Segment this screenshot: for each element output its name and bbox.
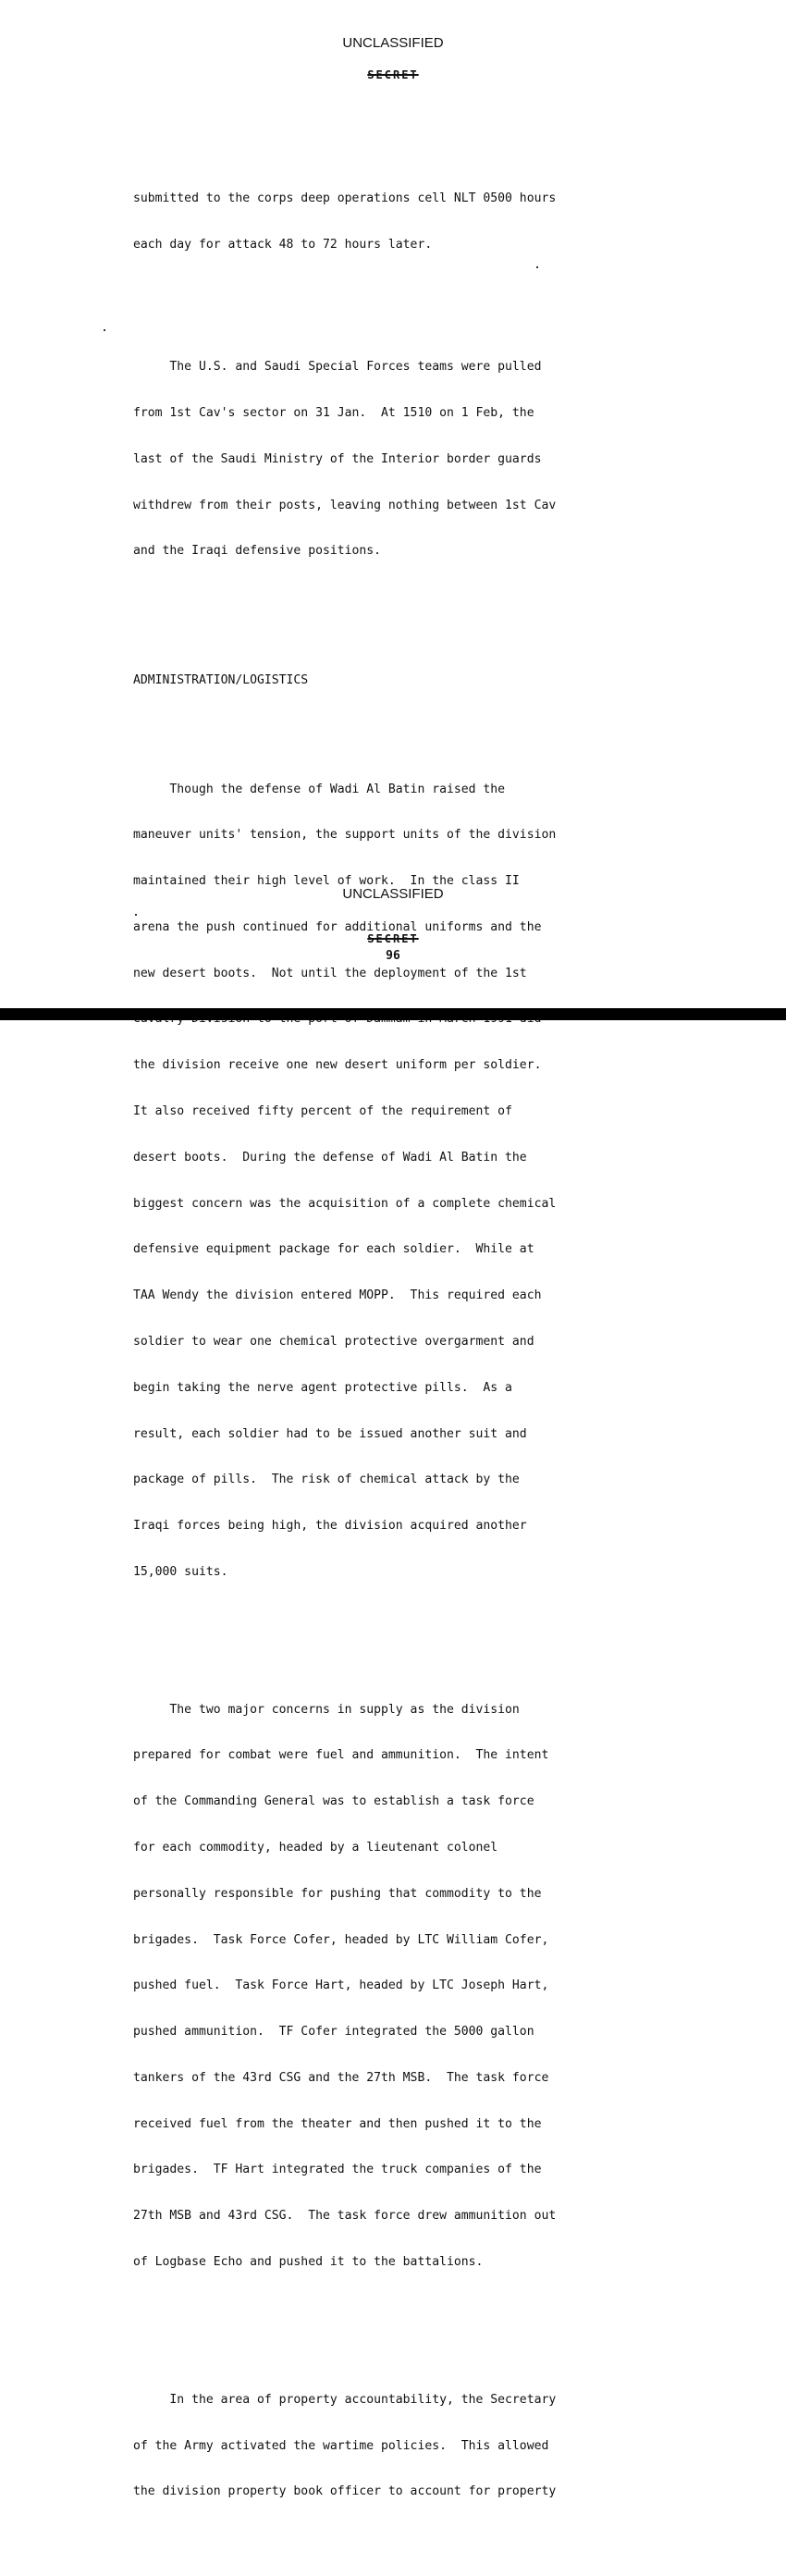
text-line: of the Army activated the wartime policies. This allowed (133, 2438, 549, 2453)
text-line: new desert boots. Not until the deployment of the 1st (133, 966, 527, 980)
footer-classification: UNCLASSIFIED (342, 886, 444, 902)
text-line: Though the defense of Wadi Al Batin raised the (133, 782, 506, 796)
scan-bottom-edge (0, 1008, 786, 1020)
text-line: for each commodity, headed by a lieutenant colonel (133, 1840, 498, 1855)
text-line: The U.S. and Saudi Special Forces teams were pulled (133, 360, 542, 375)
text-line: pushed fuel. Task Force Hart, headed by LTC Joseph Hart, (133, 1978, 549, 1993)
page-number: 96 (386, 949, 400, 963)
text-line: 15,000 suits. (133, 1564, 228, 1579)
text-line: pushed ammunition. TF Cofer integrated the 5000 gallon (133, 2025, 534, 2040)
text-line: submitted to the corps deep operations cell NLT 0500 hours (133, 191, 557, 206)
text-line: the division receive one new desert uniform per soldier. (133, 1058, 542, 1073)
text-line: last of the Saudi Ministry of the Interior border guards (133, 451, 542, 466)
header-classification: UNCLASSIFIED (342, 35, 444, 51)
header-struck-text: SECRET (367, 68, 419, 81)
text-line: package of pills. The risk of chemical attack by the (133, 1473, 520, 1487)
text-line: arena the push continued for additional uniforms and the (133, 919, 542, 934)
text-line: withdrew from their posts, leaving nothing between 1st Cav (133, 498, 557, 512)
section-heading: ADMINISTRATION/LOGISTICS (133, 673, 309, 687)
text-line: Iraqi forces being high, the division acquired another (133, 1519, 527, 1534)
text-line: received fuel from the theater and then pushed it to the (133, 2116, 542, 2131)
scan-speck (104, 329, 105, 331)
text-line: from 1st Cav's sector on 31 Jan. At 1510 on 1 Feb, the (133, 406, 534, 421)
paragraph-2 (133, 329, 688, 590)
text-line: brigades. TF Hart integrated the truck companies of the (133, 2163, 542, 2177)
text-line: 27th MSB and 43rd CSG. The task force drew ammunition out (133, 2209, 557, 2224)
text-line: The two major concerns in supply as the division (133, 1702, 520, 1717)
paragraph-1 (133, 161, 688, 284)
text-line: desert boots. During the defense of Wadi Al Batin the (133, 1150, 527, 1165)
text-line: of the Commanding General was to establish a task force (133, 1794, 534, 1809)
paragraph-4 (133, 1671, 688, 2300)
text-line: of Logbase Echo and pushed it to the battalions. (133, 2254, 484, 2269)
text-line: the division property book officer to account for property (133, 2484, 557, 2499)
footer-struck-marking (0, 932, 786, 945)
header-struck-marking (0, 68, 786, 81)
text-line: soldier to wear one chemical protective overgarment and (133, 1334, 534, 1349)
text-line: prepared for combat were fuel and ammunition. The intent (133, 1748, 549, 1763)
text-line: tankers of the 43rd CSG and the 27th MSB. The task force (133, 2070, 549, 2085)
text-line: defensive equipment package for each soldier. While at (133, 1242, 534, 1257)
scan-speck (135, 914, 137, 916)
text-line: begin taking the nerve agent protective pills. As a (133, 1380, 512, 1395)
paragraph-3 (133, 751, 688, 1610)
text-line: brigades. Task Force Cofer, headed by LTC William Cofer, (133, 1932, 549, 1947)
text-line: maintained their high level of work. In the class II (133, 874, 520, 889)
footer-struck-text: SECRET (367, 932, 419, 945)
scan-speck (536, 266, 538, 268)
text-line: maneuver units' tension, the support units of the division (133, 828, 557, 843)
document-body (133, 130, 688, 2576)
text-line: biggest concern was the acquisition of a complete chemical (133, 1196, 557, 1211)
paragraph-5 (133, 2362, 688, 2532)
text-line: each day for attack 48 to 72 hours later. (133, 238, 433, 253)
text-line: result, each soldier had to be issued another suit and (133, 1426, 527, 1441)
text-line: It also received fifty percent of the requirement of (133, 1104, 512, 1119)
text-line: and the Iraqi defensive positions. (133, 544, 382, 559)
text-line: TAA Wendy the division entered MOPP. This required each (133, 1288, 542, 1303)
text-line: personally responsible for pushing that commodity to the (133, 1886, 542, 1901)
text-line: In the area of property accountability, the Secretary (133, 2392, 557, 2407)
